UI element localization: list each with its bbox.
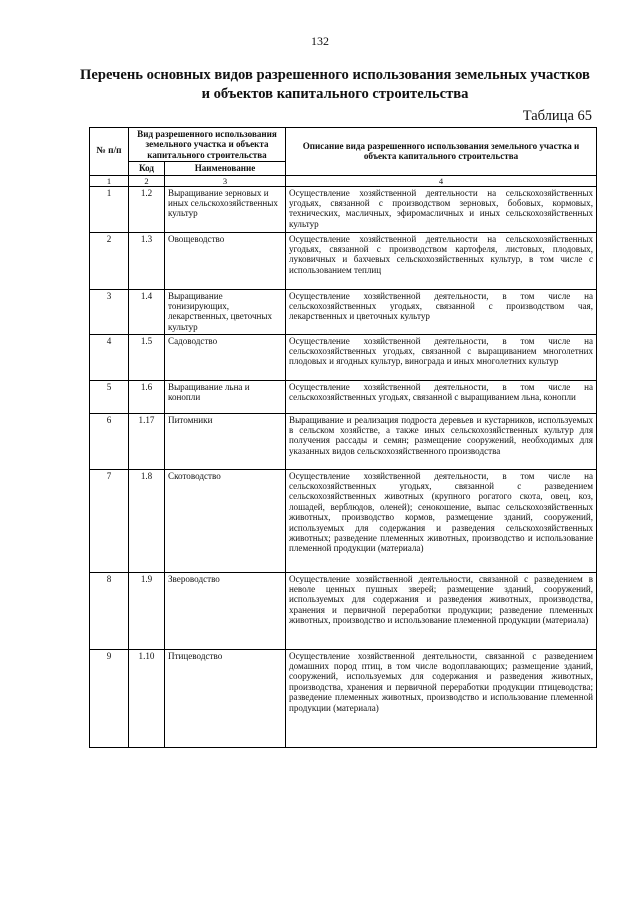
row-description: Осуществление хозяйственной деятельности, в том числе на сельскохозяйственных угодьях, связанной с разведением сельскохозяйственных животных (крупного рогатого скота, овец, коз, лошадей, верблюдов, оленей); сенокошение, выпас сельскохозяйственных животных, производство кормов, размещение зданий, сооружений, используемых для содержания и разведения сельскохозяйственных животных; разведение племенных животных, производство и использование племенной продукции (материала) (286, 469, 597, 572)
row-description: Осуществление хозяйственной деятельности, связанной с разведением в неволе ценных пушных зверей; размещение зданий, сооружений, используемых для содержания и разведения животных, производства, хранения и первичной переработки продукции; разведение племенных животных, производство и использование племенной продукции (материала) (286, 572, 597, 649)
header-description: Описание вида разрешенного использования земельного участка и объекта капитального строительства (286, 128, 597, 176)
row-number: 1 (90, 186, 129, 232)
column-numbers-row (90, 175, 597, 186)
table-row (90, 289, 597, 334)
land-use-table (89, 127, 597, 748)
table-row (90, 649, 597, 747)
row-code: 1.9 (129, 572, 165, 649)
row-code: 1.17 (129, 413, 165, 469)
row-number: 9 (90, 649, 129, 747)
column-number: 3 (165, 175, 286, 186)
table-header-row (90, 128, 597, 162)
row-code: 1.2 (129, 186, 165, 232)
table-label: Таблица 65 (522, 108, 592, 124)
column-number: 1 (90, 175, 129, 186)
row-number: 2 (90, 232, 129, 289)
row-code: 1.6 (129, 380, 165, 413)
row-number: 5 (90, 380, 129, 413)
row-description: Выращивание и реализация подроста деревьев и кустарников, используемых в сельском хозяйстве, а также иных сельскохозяйственных культур для получения рассады и семян; размещение сооружений, необходимых для указанных видов сельскохозяйственного производства (286, 413, 597, 469)
row-number: 3 (90, 289, 129, 334)
table-row (90, 186, 597, 232)
row-name: Питомники (165, 413, 286, 469)
row-code: 1.3 (129, 232, 165, 289)
row-description: Осуществление хозяйственной деятельности, связанной с разведением домашних пород птиц, в том числе водоплавающих; размещение зданий, сооружений, используемых для содержания и разведения животных, производства, хранения и первичной переработки продукции птицеводства; разведение племенных животных, производство и использование племенной продукции (материала) (286, 649, 597, 747)
row-description: Осуществление хозяйственной деятельности на сельскохозяйственных угодьях, связанной с производством зерновых, бобовых, кормовых, технических, масличных, эфиромасличных и иных сельскохозяйственных культур (286, 186, 597, 232)
row-name: Выращивание тонизирующих, лекарственных, цветочных культур (165, 289, 286, 334)
row-code: 1.5 (129, 334, 165, 380)
row-name: Садоводство (165, 334, 286, 380)
table-row (90, 413, 597, 469)
table-row (90, 572, 597, 649)
row-number: 7 (90, 469, 129, 572)
header-name: Наименование (165, 162, 286, 175)
table-row (90, 232, 597, 289)
table-row (90, 380, 597, 413)
row-name: Скотоводство (165, 469, 286, 572)
row-code: 1.10 (129, 649, 165, 747)
header-num: № п/п (90, 128, 129, 176)
row-description: Осуществление хозяйственной деятельности, в том числе на сельскохозяйственных угодьях, связанной с выращиванием многолетних плодовых и ягодных культур, винограда и иных многолетних культур (286, 334, 597, 380)
page-number: 132 (311, 34, 329, 48)
row-code: 1.4 (129, 289, 165, 334)
row-code: 1.8 (129, 469, 165, 572)
table-row (90, 334, 597, 380)
header-group: Вид разрешенного использования земельного участка и объекта капитального строительства (129, 128, 286, 162)
row-number: 6 (90, 413, 129, 469)
row-name: Звероводство (165, 572, 286, 649)
row-number: 8 (90, 572, 129, 649)
document-title: Перечень основных видов разрешенного использования земельных участков и объектов капитального строительства (80, 67, 590, 102)
table-row (90, 469, 597, 572)
column-number: 4 (286, 175, 597, 186)
row-description: Осуществление хозяйственной деятельности, в том числе на сельскохозяйственных угодьях, связанной с выращиванием льна, конопли (286, 380, 597, 413)
row-name: Овощеводство (165, 232, 286, 289)
row-description: Осуществление хозяйственной деятельности, в том числе на сельскохозяйственных угодьях, связанной с производством чая, лекарственных и цветочных культур (286, 289, 597, 334)
row-name: Выращивание зерновых и иных сельскохозяйственных культур (165, 186, 286, 232)
row-name: Выращивание льна и конопли (165, 380, 286, 413)
header-code: Код (129, 162, 165, 175)
row-description: Осуществление хозяйственной деятельности на сельскохозяйственных угодьях, связанной с производством картофеля, листовых, плодовых, луковичных и бахчевых сельскохозяйственных культур, в том числе с использованием теплиц (286, 232, 597, 289)
row-number: 4 (90, 334, 129, 380)
column-number: 2 (129, 175, 165, 186)
row-name: Птицеводство (165, 649, 286, 747)
